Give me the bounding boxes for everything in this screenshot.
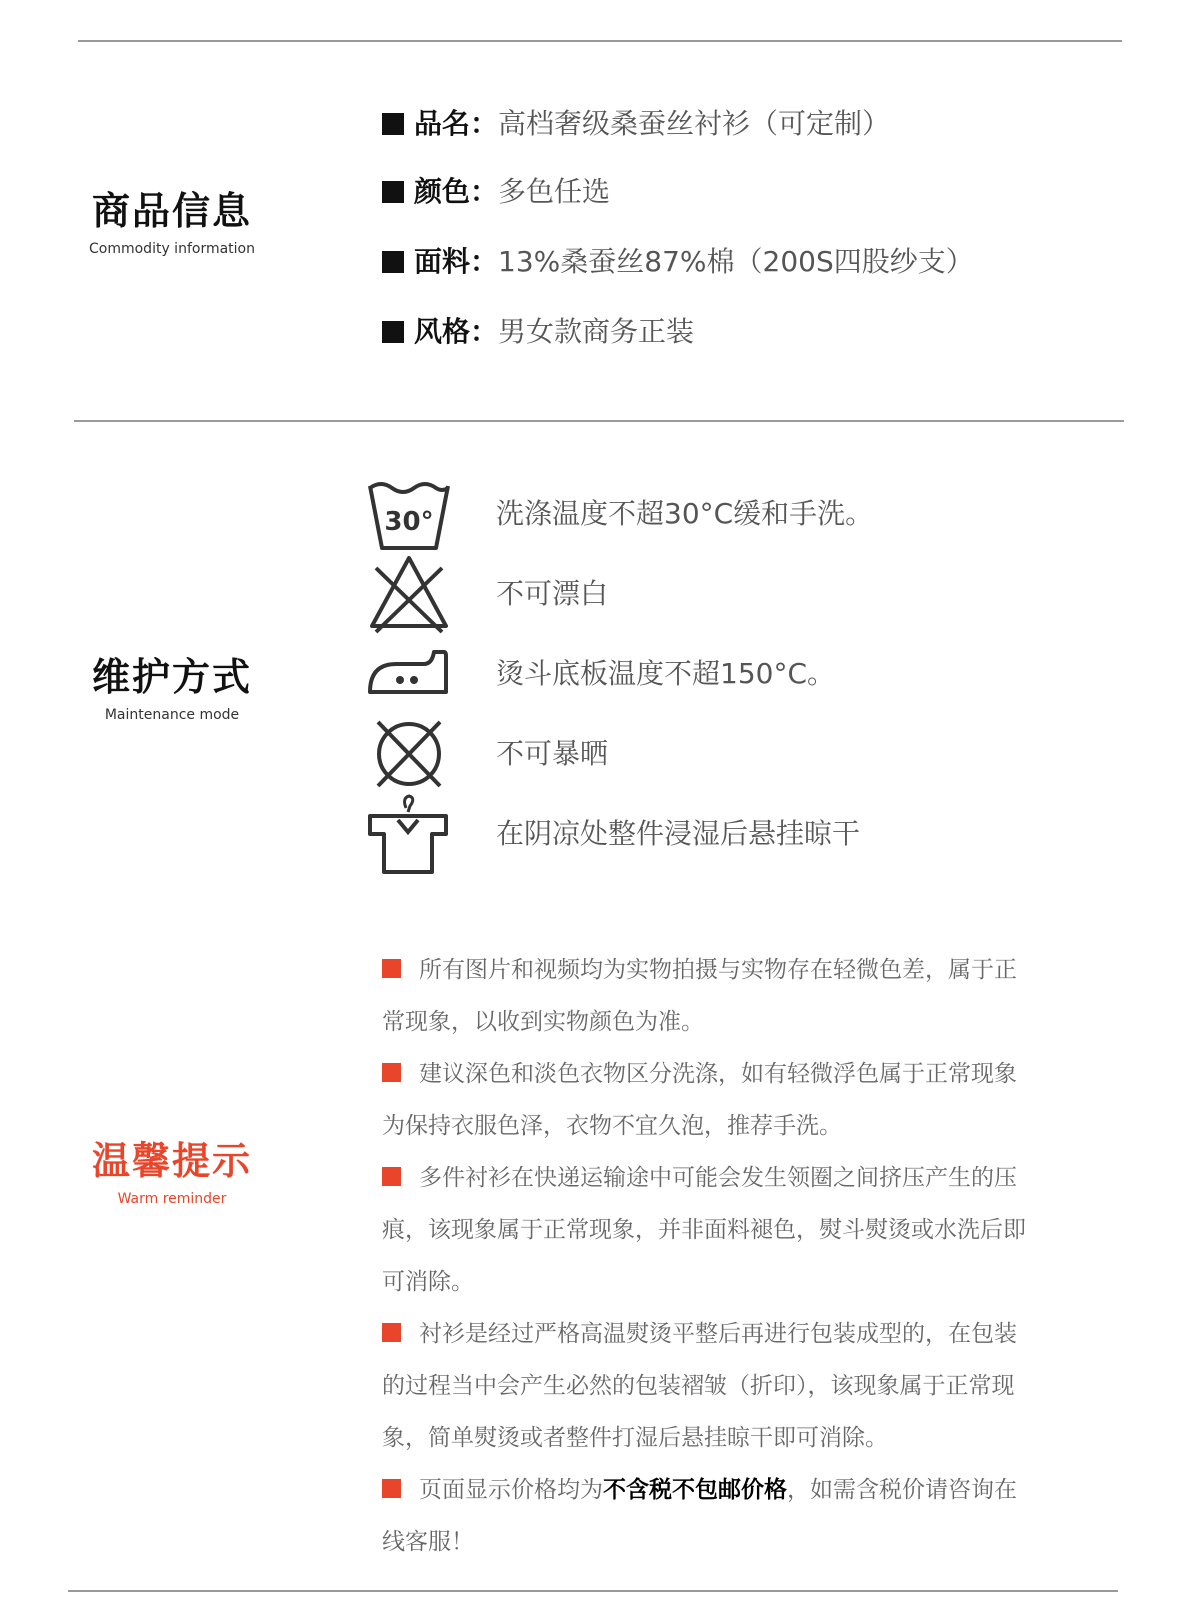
tip-text-emphasis: 不含税不包邮价格 (603, 1477, 787, 1503)
black-square-icon (382, 251, 404, 273)
tip-item (382, 944, 1032, 1048)
info-row-color: 颜色：多色任选 (382, 174, 610, 210)
top-divider (78, 40, 1122, 42)
bottom-divider (68, 1590, 1118, 1592)
care-text: 不可漂白 (496, 577, 609, 610)
care-row-sun (366, 714, 1066, 794)
care-row-bleach (366, 554, 1066, 634)
warm-section-title (52, 1138, 292, 1208)
tip-text-pre: 页面显示价格均为 (419, 1477, 603, 1503)
warm-tips-list (382, 944, 1032, 1568)
tip-text: 衬衫是经过严格高温熨烫平整后再进行包装成型的，在包装的过程当中会产生必然的包装褶皱（折印），该现象属于正常现象，简单熨烫或者整件打湿后悬挂晾干即可消除。 (382, 1321, 1017, 1451)
tip-text: 建议深色和淡色衣物区分洗涤，如有轻微浮色属于正常现象为保持衣服色泽，衣物不宜久泡，推荐手洗。 (382, 1061, 1017, 1139)
no-sun-icon (366, 714, 452, 794)
tip-text-post: ，如需含税价请咨询在线客服！ (382, 1477, 1017, 1555)
maintenance-title-zh: 维护方式 (91, 655, 252, 699)
care-text: 烫斗底板温度不超150°C。 (496, 657, 835, 690)
info-value: 13%桑蚕丝87%棉（200S四股纱支） (498, 245, 974, 278)
no-bleach-icon (366, 554, 452, 634)
care-text: 不可暴晒 (496, 737, 609, 770)
warm-title-en: Warm reminder (117, 1191, 227, 1207)
maintenance-section-title (52, 654, 292, 724)
iron-icon (366, 634, 452, 714)
commodity-section-title (52, 188, 292, 258)
black-square-icon (382, 113, 404, 135)
info-label: 面料 (414, 245, 471, 278)
care-text: 在阴凉处整件浸湿后悬挂晾干 (496, 817, 861, 850)
warm-title-zh: 温馨提示 (91, 1139, 252, 1183)
info-label: 颜色 (414, 175, 471, 208)
tip-item (382, 1464, 1032, 1568)
tip-text: 多件衬衫在快递运输途中可能会发生领圈之间挤压产生的压痕，该现象属于正常现象，并非面料褪色，熨斗熨烫或水洗后即可消除。 (382, 1165, 1026, 1295)
svg-text:30°: 30° (384, 507, 434, 537)
tip-item (382, 1152, 1032, 1308)
tip-item (382, 1048, 1032, 1152)
red-square-icon (382, 959, 401, 978)
red-square-icon (382, 1167, 401, 1186)
info-value: 高档奢级桑蚕丝衬衫（可定制） (498, 107, 891, 140)
care-row-hang (366, 794, 1066, 874)
info-row-fabric: 面料：13%桑蚕丝87%棉（200S四股纱支） (382, 244, 974, 280)
tip-item (382, 1308, 1032, 1464)
commodity-title-en: Commodity information (89, 241, 255, 257)
care-row-wash (366, 474, 1066, 554)
info-value: 男女款商务正装 (498, 315, 695, 348)
black-square-icon (382, 321, 404, 343)
wash-30-icon (366, 474, 452, 554)
red-square-icon (382, 1063, 401, 1082)
maintenance-title-en: Maintenance mode (104, 707, 240, 723)
info-row-style: 风格：男女款商务正装 (382, 314, 694, 350)
info-row-name: 品名：高档奢级桑蚕丝衬衫（可定制） (382, 106, 890, 142)
middle-divider (74, 420, 1124, 422)
commodity-title-zh: 商品信息 (91, 189, 252, 233)
care-row-iron (366, 634, 1066, 714)
info-value: 多色任选 (498, 175, 611, 208)
black-square-icon (382, 181, 404, 203)
red-square-icon (382, 1479, 401, 1498)
red-square-icon (382, 1323, 401, 1342)
hang-dry-icon (366, 794, 452, 874)
info-label: 风格 (414, 315, 471, 348)
info-label: 品名 (414, 107, 471, 140)
tip-text: 所有图片和视频均为实物拍摄与实物存在轻微色差，属于正常现象，以收到实物颜色为准。 (382, 957, 1017, 1035)
care-text: 洗涤温度不超30°C缓和手洗。 (496, 497, 874, 530)
